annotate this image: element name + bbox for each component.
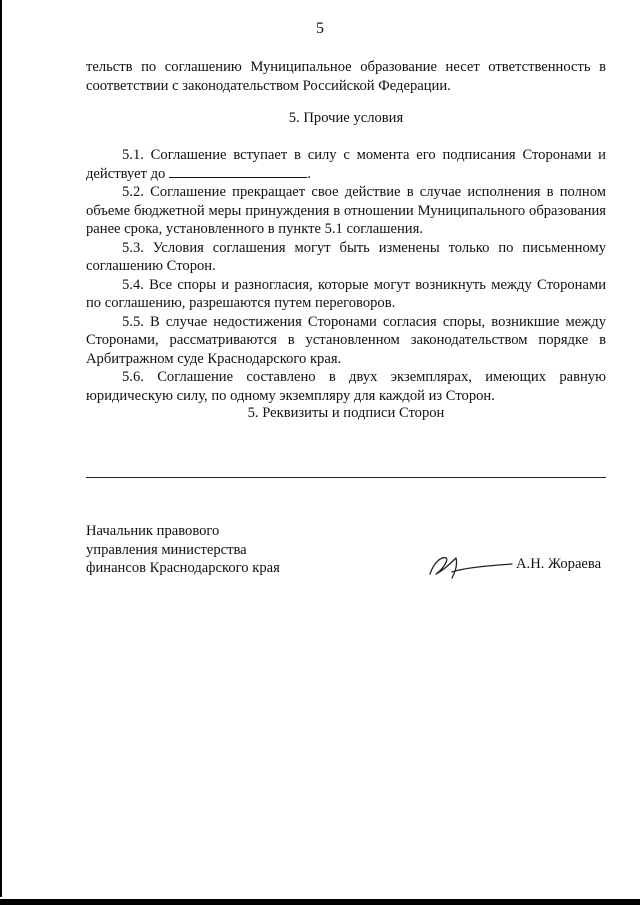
date-blank-line [169,165,307,178]
signatory-title-line-3: финансов Краснодарского края [86,560,280,576]
clause-5-1-line-2 [86,165,606,184]
intro-paragraph [86,58,606,95]
requisites-title: 5. Реквизиты и подписи Сторон [247,405,445,421]
clause-5-5: 5.5. В случае недостижения Сторонами согласия споры, возникшие между Сторонами, рассматриваются в установленном законодательством порядке в Арбитражном суде Краснодарского края. [86,313,606,367]
clause-5-1-suffix: . [307,165,311,182]
clause-5-3: 5.3. Условия соглашения могут быть изменены только по письменному соглашению Сторон. [86,239,606,274]
scan-bottom-gap [0,897,640,899]
clause-5-4: 5.4. Все споры и разногласия, которые могут возникнуть между Сторонами по соглашению, разрешаются путем переговоров. [86,276,606,311]
clause-5-1-prefix: действует до [86,165,166,182]
scan-left-edge [0,0,2,905]
section-5-title: 5. Прочие условия [288,110,404,126]
clauses-block [86,146,606,405]
handwritten-signature [424,548,514,582]
signatory-title-line-1: Начальник правового [86,523,220,539]
clause-5-1-line-1: 5.1. Соглашение вступает в силу с момента его подписания Сторонами и [122,147,606,163]
clause-5-6: 5.6. Соглашение составлено в двух экземплярах, имеющих равную юридическую силу, по одному экземпляру для каждой из Сторон. [86,369,606,404]
signatory-title [86,522,280,578]
divider-line [86,477,606,478]
page-number: 5 [316,20,324,37]
signatory-name: А.Н. Жораева [516,556,602,572]
intro-line-2: соответствии с законодательством Российской Федерации. [86,77,451,94]
clause-5-2: 5.2. Соглашение прекращает свое действие в случае исполнения в полном объеме бюджетной меры принуждения в отношении Муниципального образования ранее срока, установленного в пункте 5.1 соглашения. [86,184,606,237]
signatory-title-line-2: управления министерства [86,541,247,558]
intro-line-1: тельств по соглашению Муниципальное образование несет ответственность в [86,59,606,75]
